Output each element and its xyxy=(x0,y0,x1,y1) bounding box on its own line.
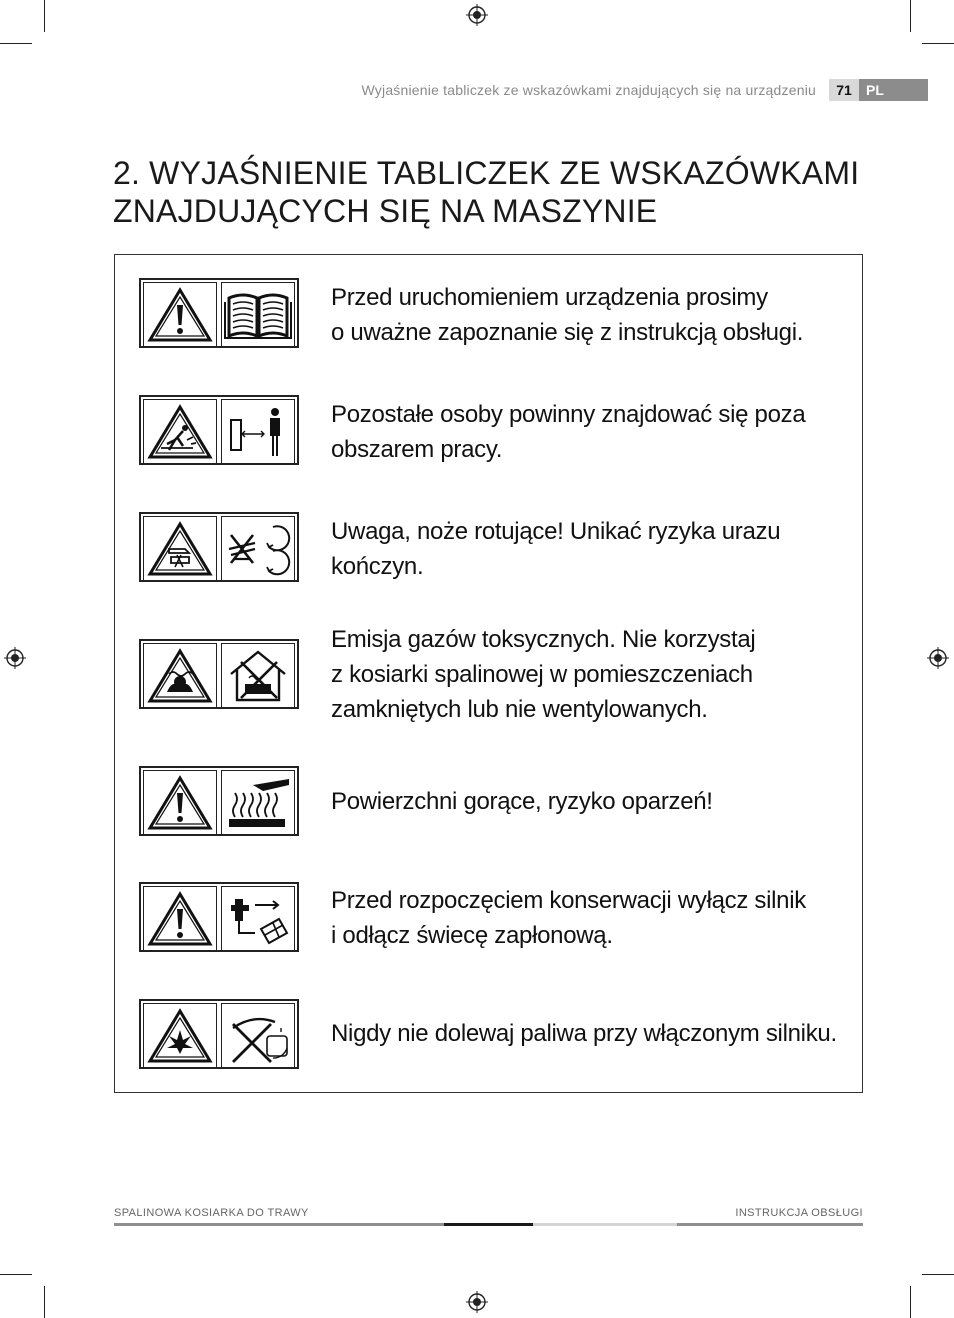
sign-description xyxy=(331,1016,856,1051)
fire-triangle-icon xyxy=(147,1008,213,1064)
sign-description-line: o uważne zapoznanie się z instrukcją obsługi. xyxy=(331,319,804,346)
registration-mark-icon xyxy=(4,647,26,669)
page-title-line: ZNAJDUJĄCYCH SIĘ NA MASZYNIE xyxy=(113,193,658,229)
sign-description xyxy=(331,622,856,727)
sign-plate xyxy=(139,999,299,1069)
sign-description-line: z kosiarki spalinowej w pomieszczeniach xyxy=(331,661,753,688)
crop-mark xyxy=(0,43,32,44)
pictogram-cell xyxy=(221,770,295,836)
hot-surface-icon xyxy=(223,775,293,831)
sign-plate xyxy=(139,395,299,465)
registration-mark-icon xyxy=(927,647,949,669)
pictogram-cell xyxy=(221,282,295,348)
page-number: 71 xyxy=(829,79,859,101)
sign-description-line: Pozostałe osoby powinny znajdować się poza xyxy=(331,401,806,428)
exclamation-triangle-icon xyxy=(147,775,213,831)
warning-cell xyxy=(143,1003,217,1069)
crop-mark xyxy=(910,0,911,32)
footer-divider xyxy=(444,1223,533,1226)
sign-description-line: obszarem pracy. xyxy=(331,436,503,463)
open-manual-icon xyxy=(223,290,293,340)
sign-description-line: Przed uruchomieniem urządzenia prosimy xyxy=(331,284,768,311)
no-refuel-running-icon xyxy=(223,1008,293,1064)
sign-description-line: Powierzchni gorące, ryzyko oparzeń! xyxy=(331,788,713,815)
warning-cell xyxy=(143,282,217,348)
crop-mark xyxy=(0,1274,32,1275)
no-indoor-use-icon xyxy=(223,648,293,704)
crop-mark xyxy=(910,1286,911,1318)
sign-description-line: kończyn. xyxy=(331,553,424,580)
footer-divider xyxy=(533,1223,677,1226)
crop-mark xyxy=(922,43,954,44)
pictogram-cell xyxy=(221,516,295,582)
footer-doc-type: INSTRUKCJA OBSŁUGI xyxy=(735,1207,863,1219)
crop-mark xyxy=(44,1286,45,1318)
pictogram-cell xyxy=(221,399,295,465)
safety-signs-panel xyxy=(114,254,863,1093)
thrown-objects-triangle-icon xyxy=(147,404,213,460)
sign-plate xyxy=(139,882,299,952)
sign-description xyxy=(331,397,856,467)
sign-description-line: Uwaga, noże rotujące! Unikać ryzyka urazu xyxy=(331,518,781,545)
sign-description-line: zamkniętych lub nie wentylowanych. xyxy=(331,696,708,723)
sign-description-line: i odłącz świecę zapłonową. xyxy=(331,922,613,949)
sign-description xyxy=(331,514,856,584)
sign-description xyxy=(331,280,856,350)
sign-description-line: Nigdy nie dolewaj paliwa przy włączonym silniku. xyxy=(331,1020,837,1047)
footer-divider xyxy=(114,1223,444,1226)
sign-description xyxy=(331,883,856,953)
footer-divider xyxy=(677,1223,863,1226)
pictogram-cell xyxy=(221,886,295,952)
no-hands-feet-icon xyxy=(223,521,293,577)
warning-cell xyxy=(143,886,217,952)
warning-cell xyxy=(143,643,217,709)
toxic-fumes-triangle-icon xyxy=(147,648,213,704)
exclamation-triangle-icon xyxy=(147,287,213,343)
page-title-line: 2. WYJAŚNIENIE TABLICZEK ZE WSKAZÓWKAMI xyxy=(113,155,860,191)
keep-distance-person-icon xyxy=(223,404,293,460)
warning-cell xyxy=(143,399,217,465)
registration-mark-icon xyxy=(466,4,488,26)
crop-mark xyxy=(922,1274,954,1275)
sign-description-line: Przed rozpoczęciem konserwacji wyłącz silnik xyxy=(331,887,806,914)
registration-mark-icon xyxy=(466,1291,488,1313)
footer-product-name: SPALINOWA KOSIARKA DO TRAWY xyxy=(114,1207,309,1219)
sign-plate xyxy=(139,766,299,836)
sign-plate xyxy=(139,278,299,348)
page-title xyxy=(113,154,873,230)
sign-plate xyxy=(139,512,299,582)
sign-description xyxy=(331,784,856,819)
disconnect-spark-plug-icon xyxy=(223,891,293,947)
running-title: Wyjaśnienie tabliczek ze wskazówkami znajdujących się na urządzeniu xyxy=(361,82,816,98)
sign-plate xyxy=(139,639,299,709)
language-tab: PL xyxy=(859,79,928,101)
sign-description-line: Emisja gazów toksycznych. Nie korzystaj xyxy=(331,626,756,653)
pictogram-cell xyxy=(221,1003,295,1069)
exclamation-triangle-icon xyxy=(147,891,213,947)
warning-cell xyxy=(143,516,217,582)
pictogram-cell xyxy=(221,643,295,709)
rotating-blade-triangle-icon xyxy=(147,521,213,577)
crop-mark xyxy=(44,0,45,32)
running-header xyxy=(0,79,954,101)
warning-cell xyxy=(143,770,217,836)
